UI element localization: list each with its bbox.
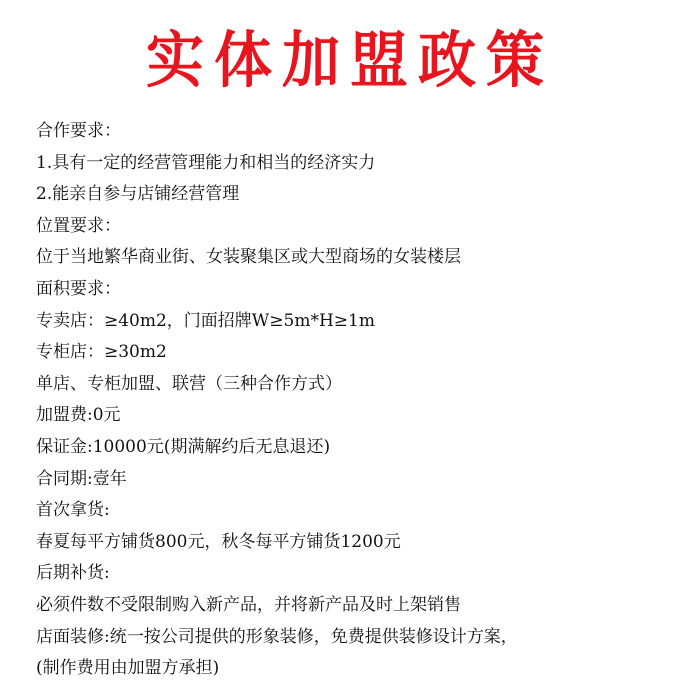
text-line: 合作要求： <box>36 121 121 141</box>
text-line: 首次拿货: <box>36 500 110 521</box>
text-line: 必须件数不受限制购入新产品，并将新产品及时上架销售 <box>36 594 461 615</box>
text-line: 2.能亲自参与店铺经营管理 <box>36 184 240 205</box>
text-line: 店面装修:统一按公司提供的形象装修，免费提供装修设计方案， <box>36 626 518 647</box>
text-line: 春夏每平方铺货800元，秋冬每平方铺货1200元 <box>36 531 401 552</box>
text-line: 单店、专柜加盟、联营（三种合作方式） <box>36 373 342 394</box>
text-line: 位于当地繁华商业街、女装聚集区或大型商场的女装楼层 <box>36 247 461 268</box>
text-line: 保证金:10000元(期满解约后无息退还) <box>36 436 331 457</box>
text-line: (制作费用由加盟方承担) <box>36 658 220 679</box>
text-line: 1.具有一定的经营管理能力和相当的经济实力 <box>36 152 376 173</box>
policy-content <box>36 116 686 685</box>
text-line: 位置要求： <box>36 215 121 236</box>
text-line: 加盟费:0元 <box>36 405 121 426</box>
text-line: 专卖店：≥40m2，门面招牌W≥5m*H≥1m <box>36 310 375 331</box>
text-line: 后期补货: <box>36 563 110 584</box>
text-line: 合同期:壹年 <box>36 468 127 489</box>
text-line: 专柜店：≥30m2 <box>36 342 167 363</box>
text-line: 面积要求： <box>36 278 121 299</box>
policy-title: 实体加盟政策 <box>145 24 554 96</box>
